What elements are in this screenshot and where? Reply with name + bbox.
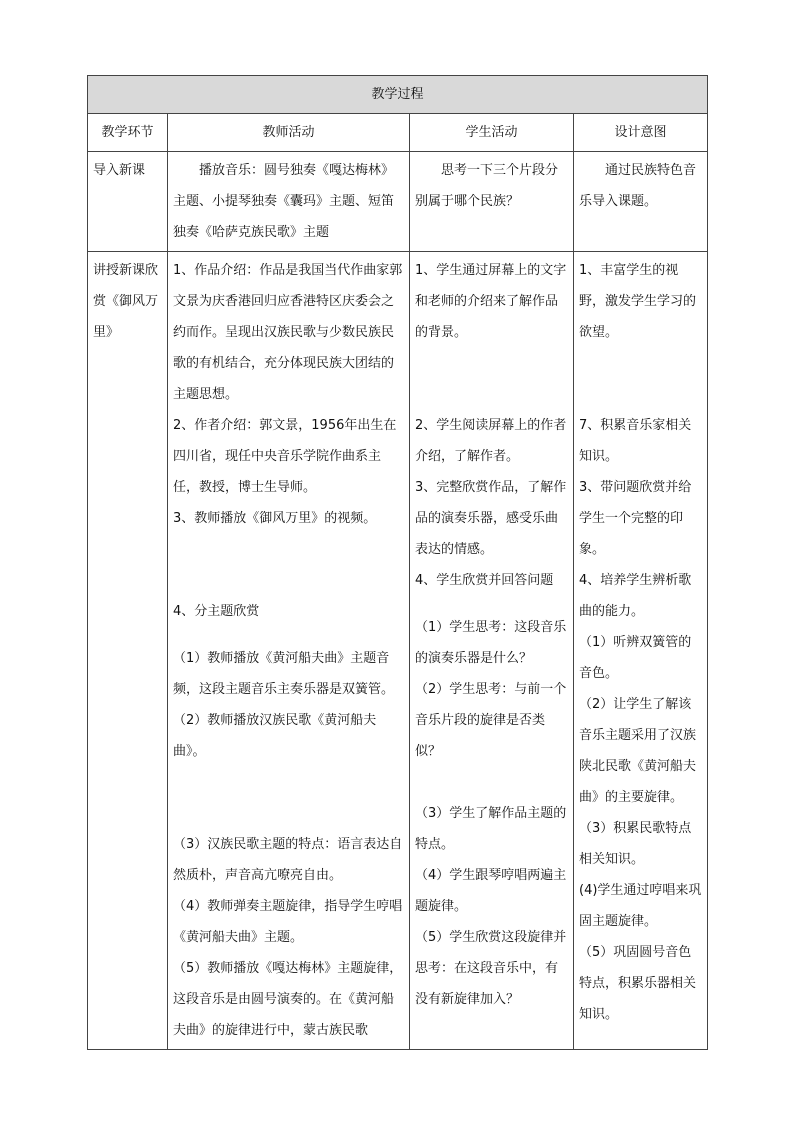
teacher-step-4-1: （1）教师播放《黄河船夫曲》主题音频，这段主题音乐主奏乐器是双簧管。 <box>173 651 395 697</box>
teacher-step-4-4: （4）教师弹奏主题旋律，指导学生哼唱《黄河船夫曲》主题。 <box>173 899 403 945</box>
intent-step-3: 3、带问题欣赏并给学生一个完整的印象。 <box>579 480 692 557</box>
student-step-1: 1、学生通过屏幕上的文字和老师的介绍来了解作品的背景。 <box>415 263 567 340</box>
teacher-step-3: 3、教师播放《御风万里》的视频。 <box>173 511 377 526</box>
teaching-process-table <box>87 75 708 1050</box>
student-step-4-4: （4）学生跟琴哼唱两遍主题旋律。 <box>415 868 567 914</box>
student-step-3: 3、完整欣赏作品，了解作品的演奏乐器，感受乐曲表达的情感。 <box>415 480 567 557</box>
intent-step-4-4: (4)学生通过哼唱来巩固主题旋律。 <box>579 883 702 929</box>
teacher-step-2: 2、作者介绍：郭文景，1956年出生在四川省，现任中央音乐学院作曲系主任，教授，博士生导师。 <box>173 418 397 495</box>
intent-step-4-5: （5）巩固圆号音色特点，积累乐器相关知识。 <box>579 945 697 1022</box>
main-teacher-cell <box>168 252 410 1050</box>
table-header-row <box>88 114 708 152</box>
header-teacher: 教师活动 <box>168 114 410 152</box>
table-title: 教学过程 <box>88 76 708 114</box>
intro-stage: 导入新课 <box>88 152 168 252</box>
student-step-4: 4、学生欣赏并回答问题 <box>415 573 554 588</box>
main-student-cell <box>410 252 574 1050</box>
main-stage: 讲授新课欣赏《御风万里》 <box>88 252 168 1050</box>
student-step-2: 2、学生阅读屏幕上的作者介绍，了解作者。 <box>415 418 567 464</box>
intro-student: 思考一下三个片段分别属于哪个民族？ <box>410 152 574 252</box>
student-step-4-2: （2）学生思考：与前一个音乐片段的旋律是否类似？ <box>415 682 567 759</box>
table-row-main <box>88 252 708 1050</box>
teacher-step-4-2: （2）教师播放汉族民歌《黄河船夫曲》。 <box>173 713 377 759</box>
table-row-intro <box>88 152 708 252</box>
teacher-step-4: 4、分主题欣赏 <box>173 604 260 619</box>
header-student: 学生活动 <box>410 114 574 152</box>
intent-step-4-1: （1）听辨双簧管的音色。 <box>579 635 692 681</box>
header-stage: 教学环节 <box>88 114 168 152</box>
student-step-4-3: （3）学生了解作品主题的特点。 <box>415 806 567 852</box>
table-title-row <box>88 76 708 114</box>
teacher-step-4-3: （3）汉族民歌主题的特点：语言表达自然质朴，声音高亢嘹亮自由。 <box>173 837 403 883</box>
main-intent-cell <box>574 252 708 1050</box>
student-step-4-5: （5）学生欣赏这段旋律并思考：在这段音乐中，有没有新旋律加入？ <box>415 930 567 1007</box>
intent-step-4: 4、培养学生辨析歌曲的能力。 <box>579 573 692 619</box>
student-step-4-1: （1）学生思考：这段音乐的演奏乐器是什么？ <box>415 620 567 666</box>
intro-intent: 通过民族特色音乐导入课题。 <box>574 152 708 252</box>
intent-step-2: 7、积累音乐家相关知识。 <box>579 418 692 464</box>
header-intent: 设计意图 <box>574 114 708 152</box>
intro-teacher: 播放音乐：圆号独奏《嘎达梅林》主题、小提琴独奏《囊玛》主题、短笛独奏《哈萨克族民歌》主题 <box>168 152 410 252</box>
intent-step-4-3: （3）积累民歌特点相关知识。 <box>579 821 692 867</box>
teacher-step-1: 1、作品介绍：作品是我国当代作曲家郭文景为庆香港回归应香港特区庆委会之约而作。呈现出汉族民歌与少数民族民歌的有机结合，充分体现民族大团结的主题思想。 <box>173 263 403 402</box>
intent-step-4-2: （2）让学生了解该音乐主题采用了汉族陕北民歌《黄河船夫曲》的主要旋律。 <box>579 697 697 805</box>
teacher-step-4-5: （5）教师播放《嘎达梅林》主题旋律，这段音乐是由圆号演奏的。在《黄河船夫曲》的旋律进行中，蒙古族民歌 <box>173 961 403 1038</box>
intent-step-1: 1、丰富学生的视野，激发学生学习的欲望。 <box>579 263 697 340</box>
